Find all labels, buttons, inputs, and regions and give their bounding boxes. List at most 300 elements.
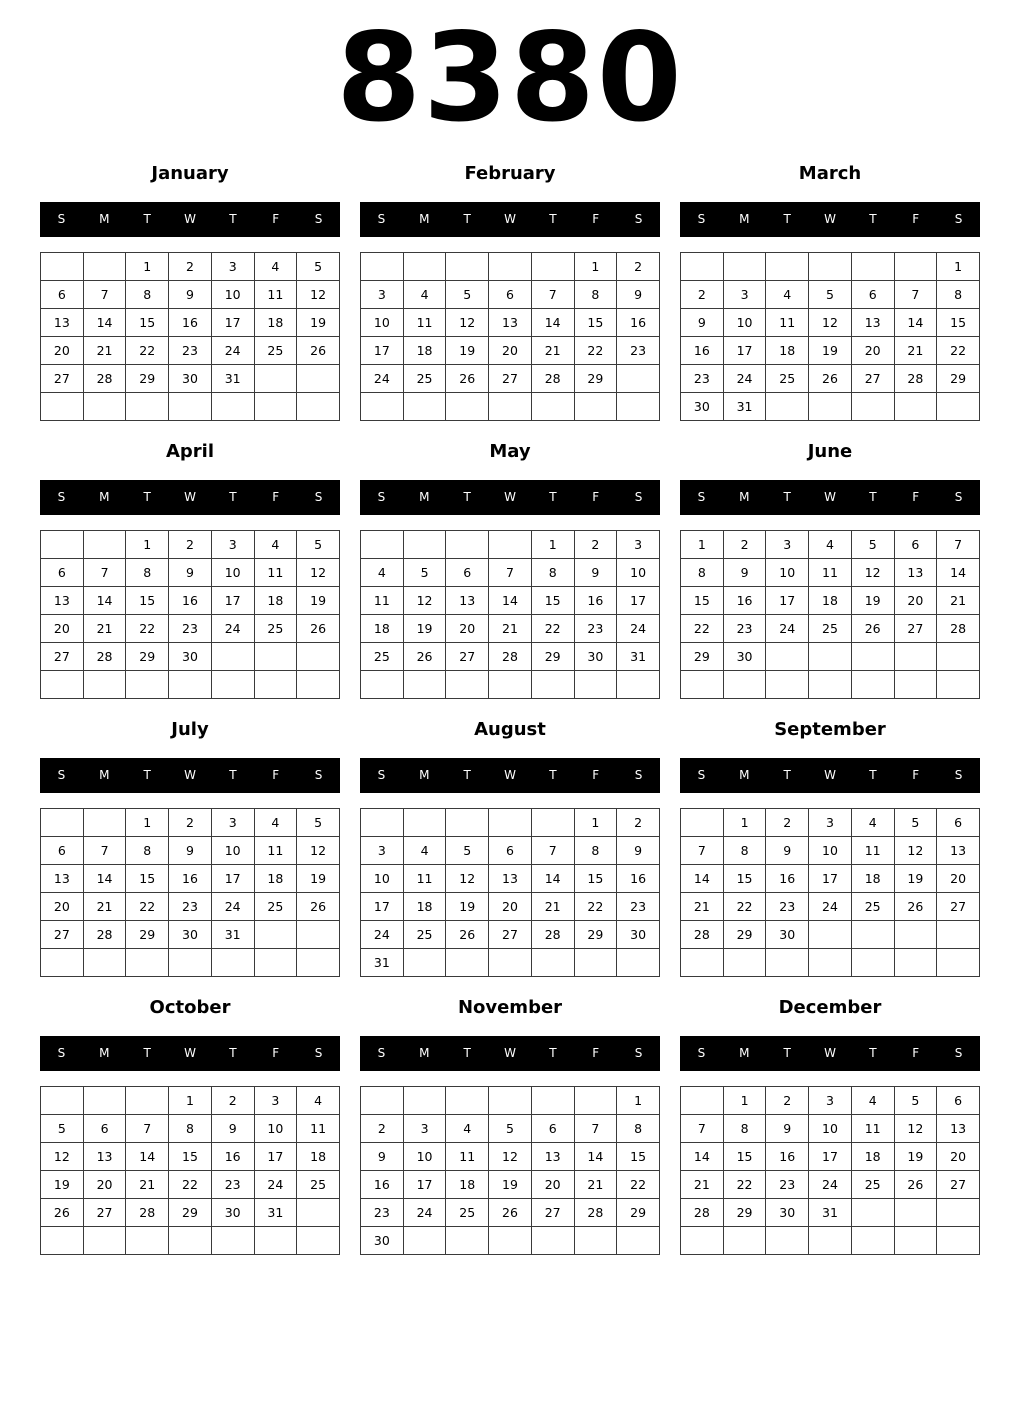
day-cell: 25 bbox=[851, 893, 894, 921]
day-cell bbox=[851, 643, 894, 671]
week-row bbox=[681, 809, 980, 837]
day-cell: 2 bbox=[361, 1115, 404, 1143]
weekday-header bbox=[360, 202, 660, 237]
day-cell bbox=[211, 393, 254, 421]
day-cell: 3 bbox=[361, 837, 404, 865]
day-cell bbox=[574, 949, 617, 977]
day-cell: 21 bbox=[681, 893, 724, 921]
day-cell: 27 bbox=[851, 365, 894, 393]
week-row bbox=[41, 837, 340, 865]
day-cell: 31 bbox=[809, 1199, 852, 1227]
day-cell: 8 bbox=[126, 559, 169, 587]
month-february bbox=[360, 160, 660, 430]
day-cell: 11 bbox=[254, 837, 297, 865]
day-cell: 16 bbox=[574, 587, 617, 615]
day-cell: 2 bbox=[766, 809, 809, 837]
weekday-label: M bbox=[99, 768, 110, 782]
day-cell: 3 bbox=[723, 281, 766, 309]
day-cell: 29 bbox=[574, 365, 617, 393]
day-cell: 6 bbox=[41, 281, 84, 309]
day-cell bbox=[41, 671, 84, 699]
day-cell: 13 bbox=[937, 837, 980, 865]
week-row bbox=[41, 281, 340, 309]
day-cell: 18 bbox=[851, 865, 894, 893]
day-cell bbox=[617, 393, 660, 421]
day-cell: 5 bbox=[809, 281, 852, 309]
day-cell: 11 bbox=[809, 559, 852, 587]
day-cell bbox=[254, 643, 297, 671]
day-cell: 19 bbox=[297, 309, 340, 337]
day-cell bbox=[894, 253, 937, 281]
day-cell bbox=[809, 921, 852, 949]
weekday-label: F bbox=[592, 490, 600, 504]
day-cell: 22 bbox=[681, 615, 724, 643]
day-cell bbox=[361, 393, 404, 421]
week-row bbox=[361, 643, 660, 671]
day-cell: 28 bbox=[574, 1199, 617, 1227]
week-row bbox=[41, 587, 340, 615]
day-cell: 27 bbox=[489, 365, 532, 393]
day-cell: 28 bbox=[681, 921, 724, 949]
week-row bbox=[361, 865, 660, 893]
week-row bbox=[361, 809, 660, 837]
day-cell: 4 bbox=[766, 281, 809, 309]
day-cell: 9 bbox=[681, 309, 724, 337]
day-cell bbox=[361, 253, 404, 281]
day-cell bbox=[297, 393, 340, 421]
day-cell: 6 bbox=[83, 1115, 126, 1143]
day-cell bbox=[681, 949, 724, 977]
day-cell: 8 bbox=[723, 837, 766, 865]
day-cell: 12 bbox=[446, 865, 489, 893]
day-cell bbox=[169, 393, 212, 421]
day-cell bbox=[446, 1087, 489, 1115]
day-cell: 24 bbox=[361, 921, 404, 949]
day-cell: 11 bbox=[361, 587, 404, 615]
day-cell: 17 bbox=[809, 865, 852, 893]
day-cell: 25 bbox=[809, 615, 852, 643]
day-cell bbox=[403, 671, 446, 699]
day-cell bbox=[766, 1227, 809, 1255]
day-cell: 30 bbox=[723, 643, 766, 671]
day-cell bbox=[41, 1227, 84, 1255]
weekday-label: T bbox=[549, 212, 557, 226]
day-cell bbox=[574, 1087, 617, 1115]
day-cell bbox=[723, 253, 766, 281]
day-cell: 13 bbox=[489, 865, 532, 893]
week-row bbox=[361, 1199, 660, 1227]
day-cell bbox=[41, 809, 84, 837]
week-row bbox=[41, 1227, 340, 1255]
week-row bbox=[41, 671, 340, 699]
day-cell: 1 bbox=[531, 531, 574, 559]
day-cell bbox=[681, 671, 724, 699]
day-cell: 23 bbox=[361, 1199, 404, 1227]
day-cell bbox=[809, 393, 852, 421]
weekday-header bbox=[360, 758, 660, 793]
day-cell: 9 bbox=[574, 559, 617, 587]
day-cell: 19 bbox=[894, 1143, 937, 1171]
day-cell: 17 bbox=[361, 337, 404, 365]
day-cell: 15 bbox=[617, 1143, 660, 1171]
month-name: October bbox=[149, 997, 231, 1018]
day-cell: 27 bbox=[489, 921, 532, 949]
day-cell: 29 bbox=[937, 365, 980, 393]
day-cell: 22 bbox=[574, 893, 617, 921]
day-cell: 4 bbox=[851, 1087, 894, 1115]
day-cell bbox=[894, 671, 937, 699]
weekday-header bbox=[680, 1036, 980, 1071]
day-cell bbox=[254, 921, 297, 949]
day-cell: 20 bbox=[937, 1143, 980, 1171]
day-cell: 4 bbox=[297, 1087, 340, 1115]
day-cell: 28 bbox=[83, 643, 126, 671]
day-cell: 1 bbox=[723, 809, 766, 837]
day-cell bbox=[531, 393, 574, 421]
week-row bbox=[361, 949, 660, 977]
day-cell: 18 bbox=[851, 1143, 894, 1171]
day-cell bbox=[83, 531, 126, 559]
week-row bbox=[361, 1171, 660, 1199]
day-cell bbox=[531, 671, 574, 699]
day-cell: 15 bbox=[723, 1143, 766, 1171]
day-cell: 7 bbox=[681, 837, 724, 865]
weekday-label: S bbox=[954, 212, 963, 226]
day-cell: 18 bbox=[254, 309, 297, 337]
weekday-label: T bbox=[869, 1046, 877, 1060]
day-cell: 2 bbox=[617, 253, 660, 281]
day-cell: 2 bbox=[681, 281, 724, 309]
day-cell bbox=[403, 1227, 446, 1255]
day-cell: 3 bbox=[766, 531, 809, 559]
day-cell bbox=[361, 531, 404, 559]
day-cell: 18 bbox=[403, 337, 446, 365]
day-cell: 19 bbox=[297, 587, 340, 615]
day-cell: 5 bbox=[446, 281, 489, 309]
day-cell: 18 bbox=[254, 865, 297, 893]
day-cell: 2 bbox=[723, 531, 766, 559]
day-cell bbox=[41, 1087, 84, 1115]
day-cell: 4 bbox=[403, 281, 446, 309]
day-cell: 18 bbox=[446, 1171, 489, 1199]
day-cell bbox=[211, 949, 254, 977]
weekday-label: T bbox=[783, 490, 791, 504]
day-cell: 30 bbox=[574, 643, 617, 671]
day-cell bbox=[531, 1227, 574, 1255]
month-name: June bbox=[807, 441, 853, 462]
weekday-label: S bbox=[954, 490, 963, 504]
day-cell bbox=[766, 253, 809, 281]
weekday-label: S bbox=[954, 1046, 963, 1060]
day-cell: 27 bbox=[446, 643, 489, 671]
week-row bbox=[681, 393, 980, 421]
day-cell: 30 bbox=[361, 1227, 404, 1255]
day-cell: 3 bbox=[617, 531, 660, 559]
day-cell: 30 bbox=[681, 393, 724, 421]
day-cell: 20 bbox=[446, 615, 489, 643]
week-row bbox=[41, 809, 340, 837]
day-cell: 24 bbox=[617, 615, 660, 643]
week-row bbox=[41, 337, 340, 365]
day-cell bbox=[297, 1227, 340, 1255]
month-april bbox=[40, 438, 340, 708]
weekday-label: W bbox=[184, 768, 196, 782]
day-cell bbox=[361, 809, 404, 837]
day-grid bbox=[680, 808, 980, 977]
day-cell bbox=[894, 1199, 937, 1227]
day-cell: 15 bbox=[126, 309, 169, 337]
day-cell: 5 bbox=[489, 1115, 532, 1143]
day-cell: 22 bbox=[574, 337, 617, 365]
week-row bbox=[361, 893, 660, 921]
weekday-label: S bbox=[377, 212, 386, 226]
day-cell: 12 bbox=[297, 559, 340, 587]
day-cell: 5 bbox=[297, 531, 340, 559]
day-cell: 25 bbox=[766, 365, 809, 393]
weekday-label: W bbox=[184, 1046, 196, 1060]
day-cell: 26 bbox=[297, 893, 340, 921]
day-cell: 31 bbox=[361, 949, 404, 977]
day-cell: 23 bbox=[681, 365, 724, 393]
weekday-label: T bbox=[463, 768, 471, 782]
day-cell bbox=[617, 1227, 660, 1255]
weekday-label: T bbox=[549, 490, 557, 504]
day-cell: 3 bbox=[211, 809, 254, 837]
day-cell: 15 bbox=[126, 865, 169, 893]
month-january bbox=[40, 160, 340, 430]
weekday-label: T bbox=[463, 490, 471, 504]
day-cell: 8 bbox=[681, 559, 724, 587]
day-cell: 1 bbox=[574, 253, 617, 281]
day-cell: 13 bbox=[894, 559, 937, 587]
day-cell: 25 bbox=[361, 643, 404, 671]
day-cell: 24 bbox=[809, 1171, 852, 1199]
day-cell: 12 bbox=[894, 837, 937, 865]
day-cell: 11 bbox=[851, 837, 894, 865]
day-cell: 16 bbox=[681, 337, 724, 365]
week-row bbox=[361, 1227, 660, 1255]
week-row bbox=[681, 365, 980, 393]
day-cell: 16 bbox=[723, 587, 766, 615]
weekday-header bbox=[40, 1036, 340, 1071]
day-cell: 22 bbox=[169, 1171, 212, 1199]
day-cell bbox=[809, 949, 852, 977]
day-cell: 5 bbox=[851, 531, 894, 559]
day-cell bbox=[617, 671, 660, 699]
weekday-label: W bbox=[504, 768, 516, 782]
day-grid bbox=[360, 252, 660, 421]
weekday-header bbox=[360, 1036, 660, 1071]
day-cell bbox=[41, 531, 84, 559]
day-cell: 8 bbox=[531, 559, 574, 587]
day-cell: 6 bbox=[41, 837, 84, 865]
day-cell: 22 bbox=[126, 615, 169, 643]
day-cell: 6 bbox=[446, 559, 489, 587]
day-cell: 7 bbox=[489, 559, 532, 587]
day-cell: 21 bbox=[681, 1171, 724, 1199]
weekday-label: S bbox=[697, 768, 706, 782]
day-cell: 28 bbox=[937, 615, 980, 643]
week-row bbox=[41, 1115, 340, 1143]
day-cell bbox=[937, 1227, 980, 1255]
day-cell: 28 bbox=[531, 921, 574, 949]
weekday-label: W bbox=[824, 212, 836, 226]
day-cell: 21 bbox=[531, 893, 574, 921]
day-grid bbox=[360, 808, 660, 977]
week-row bbox=[361, 671, 660, 699]
week-row bbox=[361, 587, 660, 615]
month-name: May bbox=[489, 441, 531, 462]
week-row bbox=[681, 615, 980, 643]
day-cell bbox=[83, 671, 126, 699]
day-cell: 7 bbox=[531, 837, 574, 865]
month-september bbox=[680, 716, 980, 986]
day-cell: 1 bbox=[126, 809, 169, 837]
day-cell: 28 bbox=[83, 921, 126, 949]
day-cell bbox=[574, 393, 617, 421]
day-grid bbox=[680, 252, 980, 421]
day-cell bbox=[446, 671, 489, 699]
weekday-label: S bbox=[377, 1046, 386, 1060]
day-cell: 16 bbox=[766, 1143, 809, 1171]
day-cell: 22 bbox=[617, 1171, 660, 1199]
year-title: 8380 bbox=[336, 7, 684, 149]
day-cell: 21 bbox=[531, 337, 574, 365]
day-cell: 21 bbox=[83, 893, 126, 921]
day-cell: 14 bbox=[937, 559, 980, 587]
day-cell: 29 bbox=[617, 1199, 660, 1227]
day-cell: 5 bbox=[446, 837, 489, 865]
day-cell: 13 bbox=[489, 309, 532, 337]
day-cell: 10 bbox=[211, 559, 254, 587]
day-cell: 27 bbox=[937, 893, 980, 921]
day-cell bbox=[403, 809, 446, 837]
day-cell: 1 bbox=[681, 531, 724, 559]
day-cell: 31 bbox=[254, 1199, 297, 1227]
week-row bbox=[361, 309, 660, 337]
day-cell: 11 bbox=[403, 309, 446, 337]
day-cell: 1 bbox=[169, 1087, 212, 1115]
day-cell: 29 bbox=[126, 643, 169, 671]
day-cell: 5 bbox=[297, 809, 340, 837]
day-cell: 1 bbox=[617, 1087, 660, 1115]
day-cell: 9 bbox=[169, 837, 212, 865]
day-cell bbox=[254, 365, 297, 393]
week-row bbox=[681, 531, 980, 559]
week-row bbox=[41, 865, 340, 893]
day-cell: 24 bbox=[766, 615, 809, 643]
day-cell: 15 bbox=[126, 587, 169, 615]
day-cell: 6 bbox=[937, 809, 980, 837]
day-cell: 16 bbox=[169, 587, 212, 615]
week-row bbox=[41, 643, 340, 671]
weekday-label: T bbox=[143, 768, 151, 782]
weekday-label: S bbox=[697, 1046, 706, 1060]
weekday-label: S bbox=[377, 768, 386, 782]
day-cell: 4 bbox=[446, 1115, 489, 1143]
day-cell: 10 bbox=[211, 281, 254, 309]
weekday-label: F bbox=[272, 490, 280, 504]
day-cell: 14 bbox=[531, 309, 574, 337]
day-cell bbox=[894, 643, 937, 671]
day-cell: 17 bbox=[723, 337, 766, 365]
day-cell: 14 bbox=[83, 865, 126, 893]
day-cell bbox=[126, 671, 169, 699]
day-cell bbox=[254, 949, 297, 977]
day-cell: 19 bbox=[894, 865, 937, 893]
day-cell bbox=[809, 671, 852, 699]
day-cell bbox=[446, 1227, 489, 1255]
month-name: January bbox=[151, 163, 229, 184]
day-cell: 13 bbox=[41, 587, 84, 615]
day-cell bbox=[809, 253, 852, 281]
day-cell: 19 bbox=[851, 587, 894, 615]
weekday-header bbox=[40, 480, 340, 515]
week-row bbox=[361, 281, 660, 309]
day-cell: 7 bbox=[531, 281, 574, 309]
day-cell: 19 bbox=[41, 1171, 84, 1199]
weekday-label: W bbox=[824, 768, 836, 782]
day-cell: 20 bbox=[851, 337, 894, 365]
weekday-label: T bbox=[143, 1046, 151, 1060]
day-cell: 3 bbox=[254, 1087, 297, 1115]
weekday-label: F bbox=[592, 1046, 600, 1060]
day-cell: 18 bbox=[297, 1143, 340, 1171]
weekday-header bbox=[40, 202, 340, 237]
day-cell bbox=[617, 365, 660, 393]
day-cell: 6 bbox=[489, 281, 532, 309]
day-cell: 6 bbox=[894, 531, 937, 559]
week-row bbox=[681, 1171, 980, 1199]
weekday-label: S bbox=[954, 768, 963, 782]
day-cell bbox=[83, 949, 126, 977]
month-december bbox=[680, 994, 980, 1264]
day-cell: 6 bbox=[41, 559, 84, 587]
day-cell bbox=[403, 253, 446, 281]
day-cell: 24 bbox=[809, 893, 852, 921]
day-cell bbox=[894, 921, 937, 949]
day-cell: 7 bbox=[83, 559, 126, 587]
weekday-label: W bbox=[824, 1046, 836, 1060]
day-cell: 18 bbox=[403, 893, 446, 921]
day-cell: 17 bbox=[766, 587, 809, 615]
day-cell: 8 bbox=[574, 281, 617, 309]
day-cell: 29 bbox=[723, 1199, 766, 1227]
day-cell: 21 bbox=[83, 337, 126, 365]
day-cell bbox=[446, 253, 489, 281]
day-cell: 8 bbox=[169, 1115, 212, 1143]
month-november bbox=[360, 994, 660, 1264]
weekday-label: S bbox=[314, 768, 323, 782]
day-cell: 22 bbox=[723, 1171, 766, 1199]
week-row bbox=[41, 615, 340, 643]
day-cell: 30 bbox=[617, 921, 660, 949]
day-cell: 17 bbox=[211, 587, 254, 615]
day-cell bbox=[531, 253, 574, 281]
day-cell: 24 bbox=[211, 615, 254, 643]
day-cell: 29 bbox=[126, 365, 169, 393]
day-cell bbox=[297, 921, 340, 949]
day-cell: 26 bbox=[446, 365, 489, 393]
day-cell: 5 bbox=[894, 809, 937, 837]
day-cell: 11 bbox=[851, 1115, 894, 1143]
month-name: July bbox=[171, 719, 209, 740]
weekday-label: M bbox=[739, 212, 750, 226]
day-cell: 18 bbox=[766, 337, 809, 365]
day-cell: 2 bbox=[211, 1087, 254, 1115]
day-cell: 30 bbox=[169, 365, 212, 393]
day-cell: 9 bbox=[766, 1115, 809, 1143]
